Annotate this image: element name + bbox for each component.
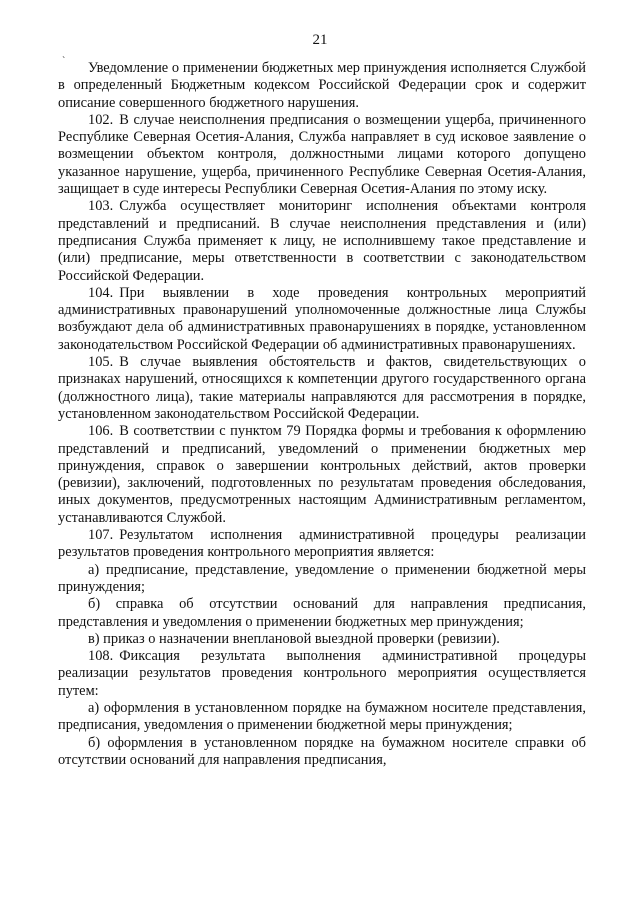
paragraph (58, 198, 586, 284)
paragraph (58, 354, 586, 423)
paragraph (58, 112, 586, 198)
list-item (58, 700, 586, 735)
list-item-text: б) справка об отсутствии оснований для направления предписания, представления и уведомления о применении бюджетных мер принуждения; (58, 596, 586, 630)
paragraph-number: 102. (88, 111, 114, 128)
paragraph-text: При выявлении в ходе проведения контрольных мероприятий административных правонарушений уполномоченные должностные лица Службы возбуждают дела об административных правонарушениях в порядке, установленном законодательством Российской Федерации об административных правонарушениях. (58, 284, 586, 353)
paragraph (58, 423, 586, 527)
list-item-text: в) приказ о назначении внеплановой выездной проверки (ревизии). (88, 630, 500, 647)
document-body (58, 60, 586, 769)
list-item (58, 562, 586, 597)
paragraph-number: 107. (88, 527, 114, 544)
paragraph-number: 105. (88, 354, 114, 371)
paragraph (58, 527, 586, 562)
list-item-text: а) предписание, представление, уведомление о применении бюджетной меры принуждения; (58, 561, 586, 595)
list-item-text: б) оформления в установленном порядке на бумажном носителе справки об отсутствии оснований для направления предписания, (58, 734, 586, 768)
paragraph-text: В случае выявления обстоятельств и фактов, свидетельствующих о признаках нарушений, относящихся к компетенции другого государственного органа (должностного лица), такие материалы направляются для рассмотрения в порядке, установленном законодательством Российской Федерации. (58, 354, 586, 422)
paragraph-text: В соответствии с пунктом 79 Порядка формы и требования к оформлению представлений и предписаний, уведомлений о применении бюджетных мер принуждения, справок о завершении контрольных действий, актов проверки (ревизии), заключений, подготовленных по результатам проведения обследования, иных документов, предусмотренных настоящим Административным регламентом, устанавливаются Службой. (58, 423, 586, 526)
paragraph-number: 103. (88, 198, 114, 215)
paragraph-text: Служба осуществляет мониторинг исполнения объектами контроля представлений и предписаний. В случае неисполнения представления и (или) предписания Служба применяет к лицу, не исполнившему такое представление и (или) предписание, меры ответственности в соответствии с законодательством Российской Федерации. (58, 198, 586, 284)
paragraph (58, 648, 586, 700)
paragraph-number: 104. (88, 284, 114, 301)
list-item (58, 631, 586, 648)
scan-mark: ` (62, 56, 66, 67)
list-item (58, 596, 586, 631)
paragraph-text: Фиксация результата выполнения административной процедуры реализации результатов проведения контрольного мероприятия осуществляется путем: (58, 648, 586, 699)
paragraph-number: 106. (88, 423, 114, 440)
paragraph-text: Результатом исполнения административной процедуры реализации результатов проведения контрольного мероприятия является: (58, 527, 586, 561)
paragraph-text: Уведомление о применении бюджетных мер принуждения исполняется Службой в определенный Бюджетным кодексом Российской Федерации срок и содержит описание совершенного бюджетного нарушения. (58, 60, 586, 111)
paragraph-text: В случае неисполнения предписания о возмещении ущерба, причиненного Республике Северная Осетия-Алания, Служба направляет в суд исковое заявление о возмещении объектом контроля, должностными лицами которого допущено указанное нарушение, ущерба, причиненного Республике Северная Осетия-Алания, защищает в суде интересы Республики Северная Осетия-Алания по этому иску. (58, 111, 586, 198)
paragraph (58, 60, 586, 112)
paragraph (58, 285, 586, 354)
paragraph-number: 108. (88, 648, 114, 665)
list-item-text: а) оформления в установленном порядке на бумажном носителе представления, предписания, уведомления о применении бюджетной меры принуждения; (58, 699, 586, 734)
list-item (58, 735, 586, 770)
page-number: 21 (312, 32, 328, 48)
